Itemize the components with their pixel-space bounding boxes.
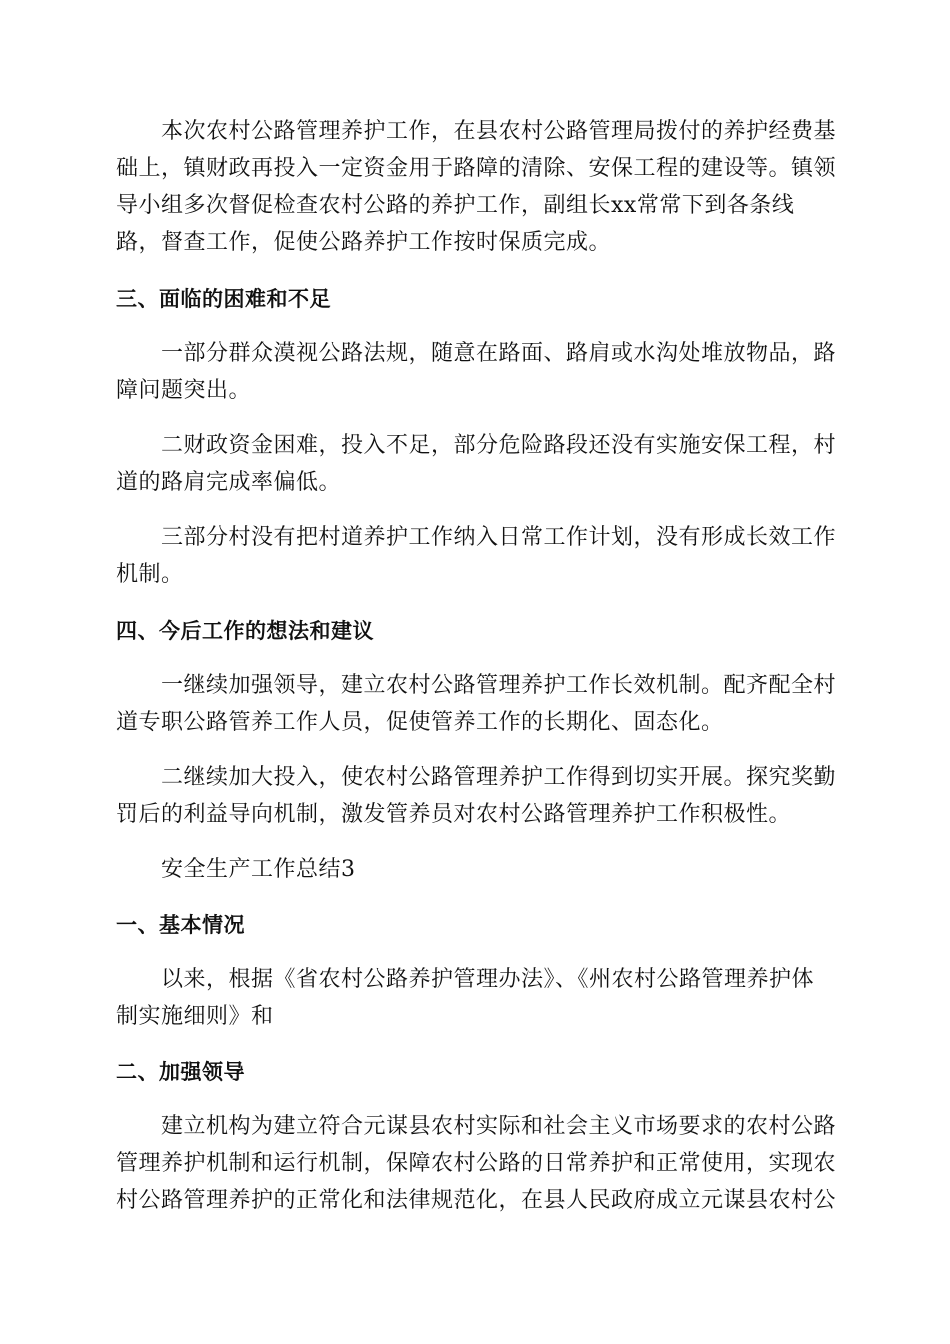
paragraph-1-line-3: 导小组多次督促检查农村公路的养护工作，副组长xx常常下到各条线: [116, 193, 795, 218]
paragraph-1-line-1: 本次农村公路管理养护工作，在县农村公路管理局拨付的养护经费基: [161, 119, 837, 144]
paragraph-7-line-2: 制实施细则》和: [116, 1004, 274, 1029]
paragraph-3-line-2: 道的路肩完成率偏低。: [116, 470, 342, 495]
paragraph-2-line-1: 一部分群众漠视公路法规，随意在路面、路肩或水沟处堆放物品，路: [161, 341, 837, 366]
paragraph-1-line-2: 础上，镇财政再投入一定资金用于路障的清除、安保工程的建设等。镇领: [116, 156, 837, 181]
paragraph-6-line-1: 二继续加大投入，使农村公路管理养护工作得到切实开展。探究奖勤: [161, 765, 837, 790]
paragraph-5-line-1: 一继续加强领导，建立农村公路管理养护工作长效机制。配齐配全村: [161, 673, 837, 698]
heading-leadership: 二、加强领导: [116, 1060, 245, 1084]
heading-future-work: 四、今后工作的想法和建议: [116, 619, 374, 643]
paragraph-2-line-2: 障问题突出。: [116, 378, 252, 403]
section-title: 安全生产工作总结3: [161, 857, 356, 882]
paragraph-3-line-1: 二财政资金困难，投入不足，部分危险路段还没有实施安保工程，村: [161, 433, 837, 458]
paragraph-8-line-1: 建立机构为建立符合元谋县农村实际和社会主义市场要求的农村公路: [161, 1114, 837, 1139]
heading-difficulties: 三、面临的困难和不足: [116, 287, 331, 311]
paragraph-5-line-2: 道专职公路管养工作人员，促使管养工作的长期化、固态化。: [116, 710, 724, 735]
paragraph-8-line-2: 管理养护机制和运行机制，保障农村公路的日常养护和正常使用，实现农: [116, 1151, 837, 1176]
paragraph-1-line-4: 路，督查工作，促使公路养护工作按时保质完成。: [116, 230, 612, 255]
paragraph-6-line-2: 罚后的利益导向机制，激发管养员对农村公路管理养护工作积极性。: [116, 802, 792, 827]
paragraph-8-line-3: 村公路管理养护的正常化和法律规范化，在县人民政府成立元谋县农村公: [116, 1188, 837, 1213]
paragraph-4-line-2: 机制。: [116, 562, 184, 587]
paragraph-7-line-1: 以来，根据《省农村公路养护管理办法》、《州农村公路管理养护体: [161, 967, 815, 992]
heading-basic-situation: 一、基本情况: [116, 913, 245, 937]
paragraph-4-line-1: 三部分村没有把村道养护工作纳入日常工作计划，没有形成长效工作: [161, 525, 837, 550]
